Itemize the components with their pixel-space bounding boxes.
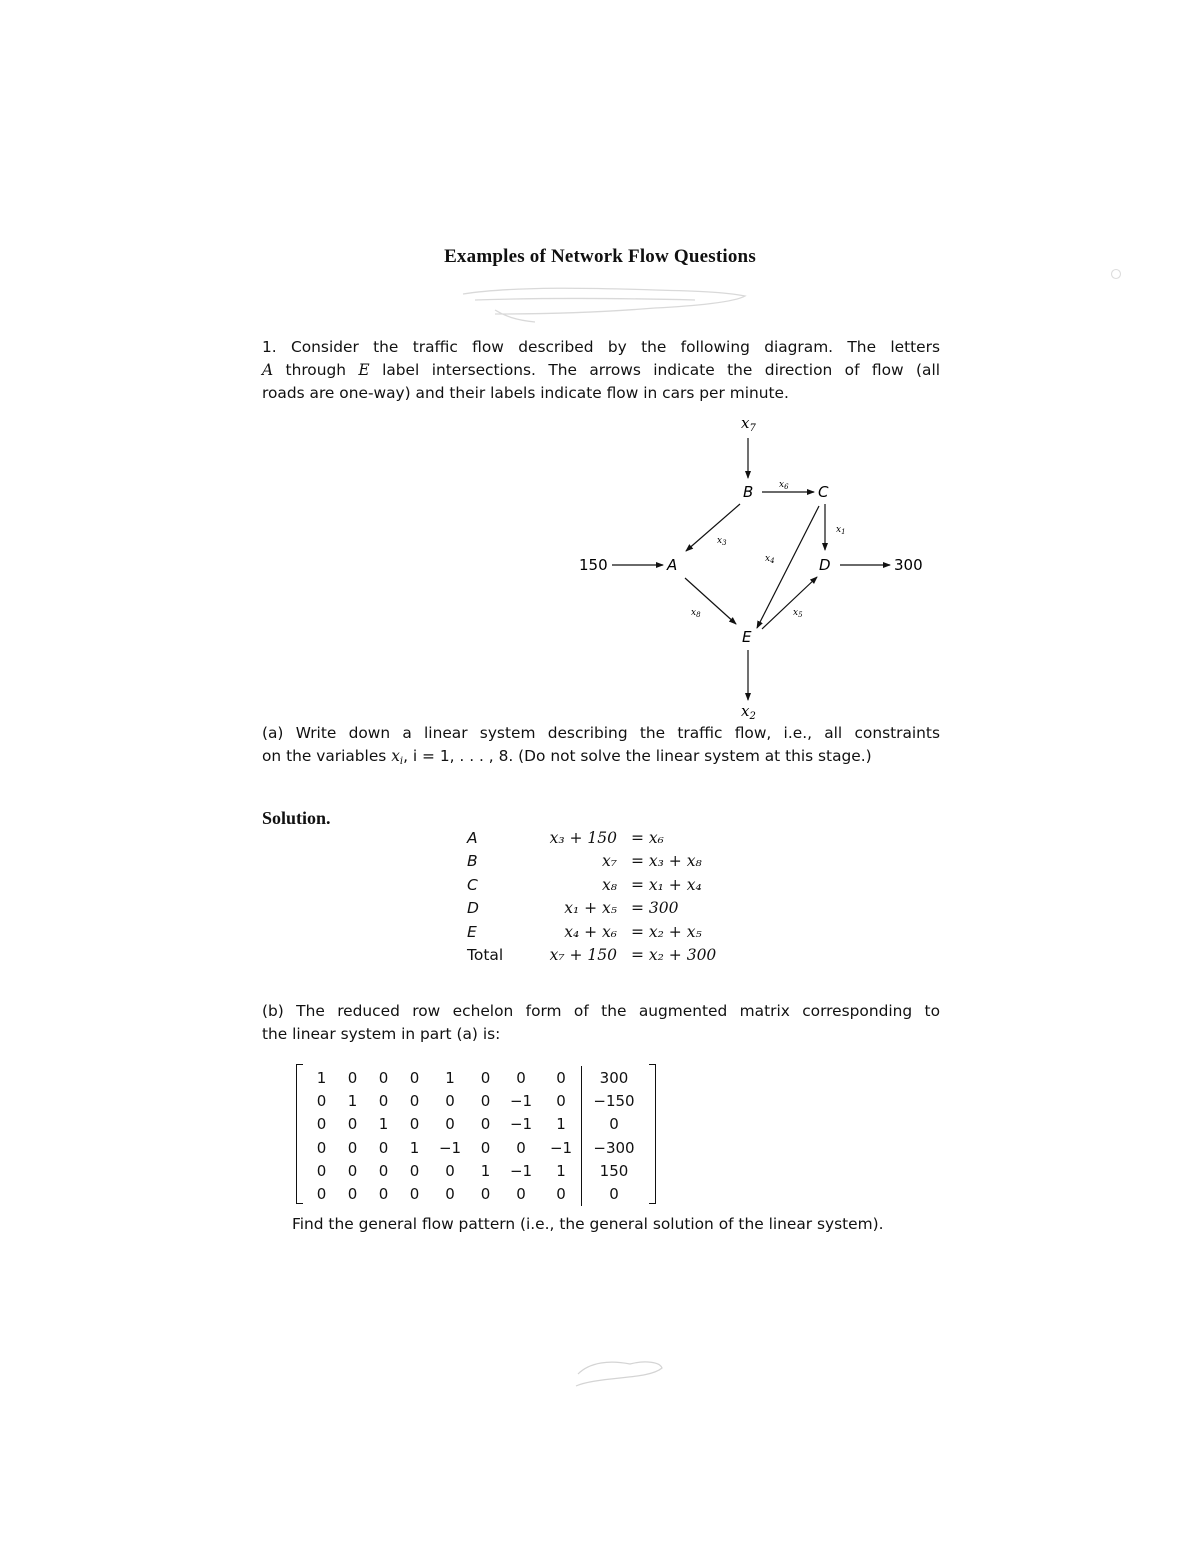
matrix-row [306, 1113, 646, 1136]
edge-label-x8: $x_8$ [691, 608, 701, 619]
equation-lhs: x₁ + x₅ [564, 899, 617, 918]
edge-label-x2: $x_2$ [741, 702, 756, 722]
problem-line-2-mid: through [273, 361, 359, 379]
equation-row [462, 850, 716, 874]
page-title: Examples of Network Flow Questions [444, 246, 756, 267]
equation-row [462, 826, 716, 850]
equation-row [462, 944, 716, 968]
equation-row [462, 897, 716, 921]
matrix-cell: 1 [556, 1161, 566, 1180]
augmented-matrix [296, 1064, 656, 1204]
pencil-scribble-top [455, 284, 755, 328]
equation-label: E [467, 922, 477, 941]
matrix-cell: −1 [509, 1115, 533, 1134]
matrix-cell: 0 [445, 1185, 455, 1204]
matrix-augmented-cell: −150 [582, 1089, 647, 1112]
matrix-augmented-cell: −300 [582, 1136, 647, 1159]
equation-lhs: x₄ + x₆ [564, 922, 617, 941]
equation-label: Total [467, 946, 504, 965]
part-a [262, 722, 940, 773]
problem-statement [262, 336, 940, 405]
matrix-cell: 0 [445, 1161, 455, 1180]
matrix-cell: 0 [347, 1138, 358, 1157]
matrix-cell: 0 [316, 1161, 327, 1180]
node-c: C [818, 483, 829, 501]
matrix-cell: −1 [509, 1161, 533, 1180]
matrix-cell: 1 [480, 1161, 491, 1180]
equation-rhs: = x₆ [631, 828, 664, 847]
matrix-row [306, 1089, 646, 1112]
matrix-cell: 0 [480, 1115, 491, 1134]
part-a-line-2 [262, 745, 940, 773]
matrix-cell: 1 [409, 1138, 420, 1157]
matrix-augmented-cell: 300 [582, 1066, 647, 1089]
matrix-cell: 0 [516, 1138, 526, 1157]
inflow-label: 150 [579, 556, 608, 574]
matrix-cell: 0 [480, 1185, 491, 1204]
equation-row [462, 873, 716, 897]
matrix-augmented-cell: 150 [582, 1159, 647, 1182]
equation-lhs: x₇ + 150 [549, 946, 617, 965]
matrix-cell: −1 [438, 1138, 462, 1157]
matrix-cell: 1 [556, 1115, 566, 1134]
matrix-augmented-cell: 0 [582, 1182, 647, 1205]
matrix-cell: 1 [347, 1091, 358, 1110]
matrix-cell: 0 [409, 1115, 420, 1134]
matrix-cell: 0 [480, 1138, 491, 1157]
node-a-ref: A [262, 361, 274, 379]
edge-label-x3: $x_3$ [717, 536, 727, 547]
equation-row [462, 920, 716, 944]
matrix-cell: 0 [445, 1115, 455, 1134]
equation-rhs: = 300 [631, 899, 679, 918]
edge-label-x4: $x_4$ [765, 554, 775, 565]
outflow-label: 300 [894, 556, 923, 574]
matrix-row [306, 1066, 646, 1089]
part-a-line-1: (a) Write down a linear system describing the traffic flow, i.e., all constraints [262, 724, 940, 742]
matrix-cell: 0 [378, 1161, 389, 1180]
node-b: B [743, 483, 754, 501]
part-a-var: $x_i$ [391, 747, 404, 767]
node-a: A [667, 556, 678, 574]
matrix-cell: 1 [445, 1068, 455, 1087]
part-a-line-2-pre: on the variables [262, 747, 392, 765]
matrix-row [306, 1182, 646, 1205]
matrix-cell: 0 [378, 1138, 389, 1157]
matrix-cell: 0 [409, 1161, 420, 1180]
matrix-right-bracket [649, 1064, 656, 1204]
node-e: E [742, 628, 752, 646]
matrix-table [306, 1066, 646, 1206]
edge-label-x7: $x_7$ [741, 414, 756, 434]
equation-label: C [467, 875, 478, 894]
equation-lhs: x₇ [602, 852, 617, 871]
node-d: D [819, 556, 831, 574]
part-a-range: , i = 1, . . . , 8. [403, 747, 519, 765]
matrix-row [306, 1136, 646, 1159]
edge-label-x5: $x_5$ [793, 608, 803, 619]
matrix-cell: 1 [316, 1068, 327, 1087]
matrix-cell: 0 [445, 1091, 455, 1110]
matrix-cell: 0 [347, 1068, 358, 1087]
edge-x4 [757, 506, 819, 628]
matrix-cell: 0 [556, 1068, 566, 1087]
edge-label-x1: $x_1$ [836, 525, 846, 536]
problem-line-2-rest: label intersections. The arrows indicate the direction of flow (all [369, 361, 940, 379]
matrix-cell: 0 [378, 1068, 389, 1087]
find-instruction: Find the general flow pattern (i.e., the general solution of the linear system). [292, 1215, 884, 1233]
matrix-cell: −1 [549, 1138, 573, 1157]
traffic-flow-diagram [560, 410, 940, 750]
matrix-cell: 0 [516, 1185, 526, 1204]
equation-table [462, 826, 716, 967]
matrix-cell: 0 [480, 1068, 491, 1087]
node-e-ref: E [358, 361, 370, 379]
matrix-cell: 0 [378, 1091, 389, 1110]
part-a-line-2-rest: (Do not solve the linear system at this stage.) [518, 747, 872, 765]
problem-line-3: roads are one-way) and their labels indicate flow in cars per minute. [262, 384, 789, 402]
matrix-cell: −1 [509, 1091, 533, 1110]
matrix-cell: 0 [516, 1068, 526, 1087]
equation-rhs: = x₂ + x₅ [631, 922, 702, 941]
matrix-cell: 0 [480, 1091, 491, 1110]
equation-lhs: x₃ + 150 [549, 828, 617, 847]
equation-label: A [467, 828, 478, 847]
equation-rhs: = x₃ + x₈ [631, 852, 702, 871]
matrix-cell: 0 [409, 1185, 420, 1204]
equation-label: B [467, 852, 478, 871]
part-b-line-2: the linear system in part (a) is: [262, 1025, 501, 1043]
matrix-cell: 0 [409, 1068, 420, 1087]
matrix-cell: 0 [378, 1185, 389, 1204]
problem-line-1: 1. Consider the traffic flow described by the following diagram. The letters [262, 338, 940, 356]
matrix-cell: 0 [556, 1091, 566, 1110]
matrix-cell: 0 [316, 1115, 327, 1134]
matrix-cell: 0 [409, 1091, 420, 1110]
edge-x3 [686, 504, 740, 551]
matrix-augmented-cell: 0 [582, 1113, 647, 1136]
part-b-line-1: (b) The reduced row echelon form of the augmented matrix corresponding to [262, 1002, 940, 1020]
matrix-cell: 0 [347, 1185, 358, 1204]
matrix-cell: 0 [316, 1091, 327, 1110]
matrix-left-bracket [296, 1064, 303, 1204]
equation-rhs: = x₂ + 300 [631, 946, 717, 965]
problem-line-2 [262, 359, 940, 382]
part-b [262, 1000, 940, 1046]
pencil-scribble-bottom [570, 1352, 670, 1392]
equation-lhs: x₈ [602, 875, 617, 894]
margin-mark [1108, 266, 1124, 282]
matrix-cell: 0 [347, 1161, 358, 1180]
equation-rhs: = x₁ + x₄ [631, 875, 702, 894]
matrix-row [306, 1159, 646, 1182]
matrix-cell: 1 [378, 1115, 389, 1134]
matrix-cell: 0 [347, 1115, 358, 1134]
matrix-cell: 0 [316, 1185, 327, 1204]
solution-heading: Solution. [262, 808, 331, 828]
equation-label: D [467, 899, 479, 918]
edge-label-x6: $x_6$ [779, 480, 789, 491]
matrix-cell: 0 [556, 1185, 566, 1204]
matrix-cell: 0 [316, 1138, 327, 1157]
